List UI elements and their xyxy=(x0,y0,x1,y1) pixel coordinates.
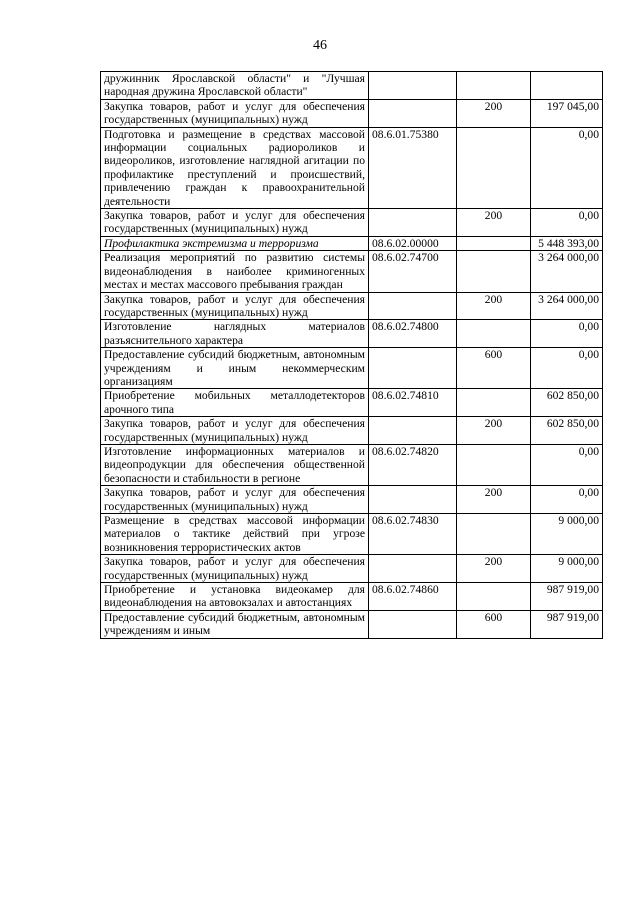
row-code-cell xyxy=(369,610,457,638)
row-name-cell: Закупка товаров, работ и услуг для обеспечения государственных (муниципальных) нужд xyxy=(101,417,369,445)
row-name-cell: Предоставление субсидий бюджетным, автономным учреждениям и иным xyxy=(101,610,369,638)
row-name-cell: дружинник Ярославской области" и "Лучшая народная дружина Ярославской области" xyxy=(101,72,369,100)
row-name-cell: Приобретение мобильных металлодетекторов арочного типа xyxy=(101,389,369,417)
row-expense-type-cell: 600 xyxy=(457,348,531,389)
row-sum-cell: 9 000,00 xyxy=(531,514,603,555)
row-sum-cell: 0,00 xyxy=(531,209,603,237)
row-name-cell: Подготовка и размещение в средствах массовой информации социальных радиороликов и видеороликов, изготовление наглядной агитации по профилактике преступлений и происшествий, привлечению граждан к правоохранительной деятельности xyxy=(101,127,369,208)
table-row xyxy=(101,610,603,638)
table-row xyxy=(101,555,603,583)
row-expense-type-cell xyxy=(457,389,531,417)
row-code-cell: 08.6.02.74810 xyxy=(369,389,457,417)
row-sum-cell: 0,00 xyxy=(531,444,603,485)
row-expense-type-cell xyxy=(457,127,531,208)
row-name-cell: Закупка товаров, работ и услуг для обеспечения государственных (муниципальных) нужд xyxy=(101,209,369,237)
row-sum-cell: 987 919,00 xyxy=(531,610,603,638)
row-expense-type-cell: 200 xyxy=(457,486,531,514)
row-expense-type-cell xyxy=(457,320,531,348)
row-expense-type-cell: 200 xyxy=(457,209,531,237)
row-code-cell: 08.6.01.75380 xyxy=(369,127,457,208)
row-sum-cell: 5 448 393,00 xyxy=(531,236,603,250)
table-row xyxy=(101,389,603,417)
row-sum-cell: 602 850,00 xyxy=(531,417,603,445)
row-name-cell: Предоставление субсидий бюджетным, автономным учреждениям и иным некоммерческим организациям xyxy=(101,348,369,389)
row-sum-cell: 9 000,00 xyxy=(531,555,603,583)
row-sum-cell: 0,00 xyxy=(531,348,603,389)
row-sum-cell: 3 264 000,00 xyxy=(531,292,603,320)
row-expense-type-cell xyxy=(457,251,531,292)
row-code-cell: 08.6.02.74800 xyxy=(369,320,457,348)
row-sum-cell: 0,00 xyxy=(531,320,603,348)
row-name-cell: Приобретение и установка видеокамер для видеонаблюдения на автовокзалах и автостанциях xyxy=(101,583,369,611)
row-code-cell xyxy=(369,486,457,514)
row-expense-type-cell xyxy=(457,583,531,611)
row-expense-type-cell: 200 xyxy=(457,417,531,445)
row-name-cell: Размещение в средствах массовой информации материалов о тактике действий при угрозе возникновения террористических актов xyxy=(101,514,369,555)
row-sum-cell: 602 850,00 xyxy=(531,389,603,417)
row-code-cell: 08.6.02.74830 xyxy=(369,514,457,555)
table-row xyxy=(101,583,603,611)
row-expense-type-cell: 200 xyxy=(457,292,531,320)
row-code-cell: 08.6.02.74820 xyxy=(369,444,457,485)
budget-table-body xyxy=(101,72,603,639)
row-code-cell xyxy=(369,209,457,237)
budget-table xyxy=(100,71,603,639)
row-sum-cell: 987 919,00 xyxy=(531,583,603,611)
row-code-cell xyxy=(369,348,457,389)
table-row xyxy=(101,348,603,389)
table-row xyxy=(101,72,603,100)
page-number: 46 xyxy=(313,38,327,53)
row-name-cell: Реализация мероприятий по развитию системы видеонаблюдения в наиболее криминогенных местах и местах массового пребывания граждан xyxy=(101,251,369,292)
row-expense-type-cell: 200 xyxy=(457,555,531,583)
row-expense-type-cell: 600 xyxy=(457,610,531,638)
row-sum-cell: 0,00 xyxy=(531,486,603,514)
row-code-cell: 08.6.02.74860 xyxy=(369,583,457,611)
row-code-cell xyxy=(369,99,457,127)
table-row xyxy=(101,320,603,348)
row-sum-cell: 3 264 000,00 xyxy=(531,251,603,292)
table-row xyxy=(101,127,603,208)
row-code-cell xyxy=(369,292,457,320)
table-row xyxy=(101,417,603,445)
row-name-cell: Закупка товаров, работ и услуг для обеспечения государственных (муниципальных) нужд xyxy=(101,292,369,320)
row-name-cell: Закупка товаров, работ и услуг для обеспечения государственных (муниципальных) нужд xyxy=(101,99,369,127)
row-name-cell: Изготовление наглядных материалов разъяснительного характера xyxy=(101,320,369,348)
row-name-cell: Закупка товаров, работ и услуг для обеспечения государственных (муниципальных) нужд xyxy=(101,555,369,583)
row-name-cell: Профилактика экстремизма и терроризма xyxy=(101,236,369,250)
row-sum-cell: 0,00 xyxy=(531,127,603,208)
row-expense-type-cell: 200 xyxy=(457,99,531,127)
row-code-cell xyxy=(369,417,457,445)
row-name-cell: Закупка товаров, работ и услуг для обеспечения государственных (муниципальных) нужд xyxy=(101,486,369,514)
row-code-cell xyxy=(369,555,457,583)
table-row xyxy=(101,251,603,292)
row-expense-type-cell xyxy=(457,444,531,485)
row-sum-cell: 197 045,00 xyxy=(531,99,603,127)
row-sum-cell xyxy=(531,72,603,100)
table-row xyxy=(101,444,603,485)
row-code-cell xyxy=(369,72,457,100)
table-row xyxy=(101,236,603,250)
table-row xyxy=(101,209,603,237)
table-row xyxy=(101,99,603,127)
row-expense-type-cell xyxy=(457,72,531,100)
row-code-cell: 08.6.02.00000 xyxy=(369,236,457,250)
row-expense-type-cell xyxy=(457,514,531,555)
row-expense-type-cell xyxy=(457,236,531,250)
table-row xyxy=(101,514,603,555)
table-row xyxy=(101,292,603,320)
table-row xyxy=(101,486,603,514)
row-code-cell: 08.6.02.74700 xyxy=(369,251,457,292)
row-name-cell: Изготовление информационных материалов и видеопродукции для обеспечения общественной безопасности и стабильности в регионе xyxy=(101,444,369,485)
